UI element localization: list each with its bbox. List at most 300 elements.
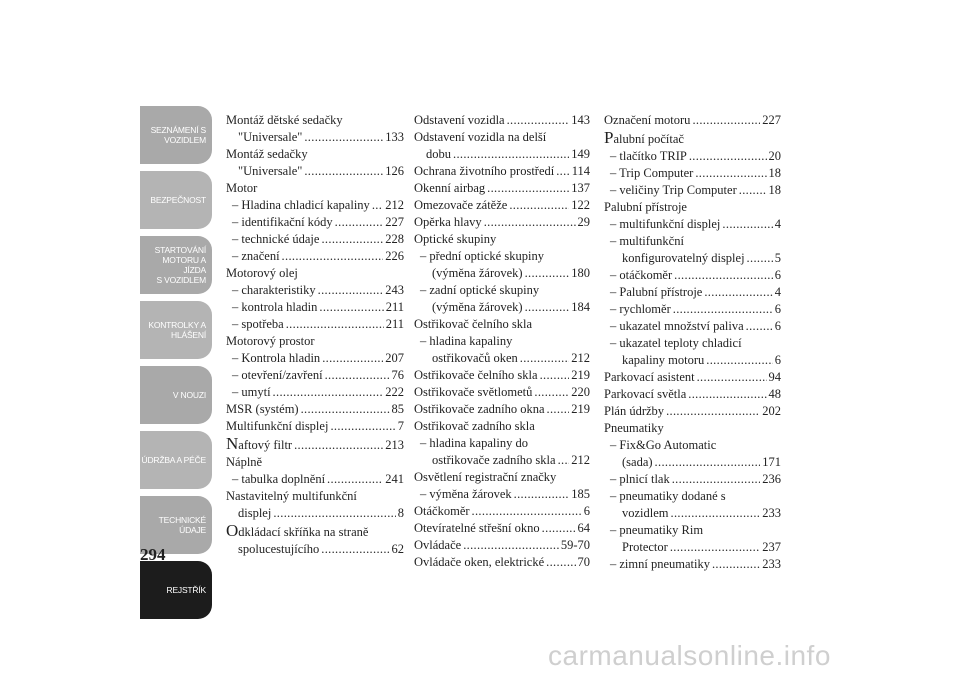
entry-label: – hladina kapaliny do — [420, 436, 528, 450]
entry-label: – zadní optické skupiny — [420, 283, 540, 297]
entry-label: "Universale" — [238, 164, 303, 178]
letter-initial: P — [604, 128, 614, 147]
entry-label: Motorový olej — [226, 266, 298, 280]
entry-label: – pneumatiky Rim — [610, 523, 704, 537]
index-entry — [226, 350, 404, 367]
entry-label: – ukazatel množství paliva — [610, 319, 744, 333]
index-entry — [414, 367, 590, 384]
leader-dots — [273, 505, 395, 522]
leader-dots — [546, 554, 575, 571]
page-ref: 70 — [577, 555, 590, 569]
index-entry — [604, 369, 781, 386]
entry-label: dkládací skříňka na straně — [238, 525, 369, 539]
index-entry — [414, 418, 590, 435]
entry-label: Montáž sedačky — [226, 147, 308, 161]
entry-text — [610, 488, 726, 505]
entry-text — [414, 520, 540, 537]
entry-label: displej — [238, 506, 272, 520]
section-tab[interactable] — [140, 106, 212, 164]
entry-label: Ostřikovač zadního skla — [414, 419, 535, 433]
entry-text — [232, 316, 284, 333]
index-column-1 — [226, 112, 404, 558]
page-ref: 233 — [762, 557, 781, 571]
page-ref: 211 — [385, 300, 404, 314]
entry-text — [622, 454, 653, 471]
entry-text — [226, 265, 298, 282]
entry-label: Okenní airbag — [414, 181, 486, 195]
entry-text — [232, 197, 370, 214]
leader-dots — [321, 231, 383, 248]
entry-text — [226, 488, 357, 505]
page-ref: 212 — [571, 453, 590, 467]
leader-dots — [556, 163, 569, 180]
entry-text — [432, 299, 523, 316]
page-ref: 48 — [768, 387, 781, 401]
index-entry — [226, 180, 404, 197]
section-tab[interactable] — [140, 561, 212, 619]
page-ref: 149 — [571, 147, 590, 161]
entry-text — [610, 182, 737, 199]
page-ref: 8 — [397, 506, 404, 520]
entry-label: – zimní pneumatiky — [610, 557, 710, 571]
index-entry — [604, 522, 781, 556]
index-entry — [604, 556, 781, 573]
entry-text — [232, 248, 280, 265]
page-ref: 227 — [762, 113, 781, 127]
entry-text — [604, 369, 695, 386]
page-ref: 6 — [774, 319, 781, 333]
section-tab-label: REJSTŘÍK — [166, 585, 206, 595]
leader-dots — [688, 386, 766, 403]
entry-label: Náplně — [226, 455, 263, 469]
leader-dots — [747, 250, 773, 267]
index-entry — [226, 197, 404, 214]
entry-text — [610, 301, 671, 318]
entry-text — [226, 418, 328, 435]
entry-label: – umytí — [232, 385, 271, 399]
leader-dots — [655, 454, 761, 471]
index-entry — [604, 284, 781, 301]
index-column-2 — [414, 112, 590, 571]
index-entry — [604, 471, 781, 488]
leader-dots — [484, 214, 576, 231]
entry-label: Ovládače oken, elektrické — [414, 555, 545, 569]
entry-text — [238, 505, 271, 522]
leader-dots — [509, 197, 569, 214]
index-entry — [226, 248, 404, 265]
index-entry — [414, 486, 590, 503]
index-entry — [226, 231, 404, 248]
entry-label: – charakteristiky — [232, 283, 316, 297]
entry-label: Parkovací asistent — [604, 370, 695, 384]
index-entry — [414, 112, 590, 129]
index-entry — [414, 384, 590, 401]
entry-text — [232, 214, 333, 231]
entry-label: Odstavení vozidla na delší — [414, 130, 547, 144]
section-tab-label: TECHNICKÉ ÚDAJE — [158, 515, 206, 535]
leader-dots — [273, 384, 384, 401]
entry-text — [226, 401, 299, 418]
page-ref: 29 — [577, 215, 590, 229]
entry-text — [414, 367, 538, 384]
index-entry — [604, 386, 781, 403]
entry-text — [414, 554, 544, 571]
entry-label: – Hladina chladicí kapaliny — [232, 198, 370, 212]
page-ref: 222 — [385, 385, 404, 399]
index-entry — [604, 420, 781, 437]
page-ref: 212 — [385, 198, 404, 212]
entry-text — [610, 148, 687, 165]
entry-text — [622, 505, 669, 522]
entry-label: MSR (systém) — [226, 402, 299, 416]
entry-label: Otáčkoměr — [414, 504, 470, 518]
entry-text — [610, 335, 742, 352]
index-entry — [226, 214, 404, 231]
entry-label: – výměna žárovek — [420, 487, 512, 501]
leader-dots — [704, 284, 772, 301]
entry-label: – značení — [232, 249, 280, 263]
entry-label: – kontrola hladin — [232, 300, 318, 314]
index-entry — [414, 554, 590, 571]
entry-text — [232, 231, 319, 248]
entry-text — [604, 199, 687, 216]
section-tab-label: STARTOVÁNÍ MOTORU A JÍZDA S VOZIDLEM — [154, 245, 206, 285]
page-ref: 133 — [385, 130, 404, 144]
leader-dots — [514, 486, 570, 503]
entry-label: Nastavitelný multifunkční — [226, 489, 357, 503]
entry-label: – Trip Computer — [610, 166, 694, 180]
entry-text — [610, 267, 672, 284]
entry-label: – přední optické skupiny — [420, 249, 544, 263]
entry-text — [610, 165, 693, 182]
entry-text — [238, 163, 302, 180]
entry-label: (sada) — [622, 455, 653, 469]
leader-dots — [712, 556, 760, 573]
entry-label: Palubní přístroje — [604, 200, 687, 214]
watermark: carmanualsonline.info — [548, 640, 831, 671]
page-ref: 184 — [571, 300, 590, 314]
entry-label: – pneumatiky dodané s — [610, 489, 726, 503]
entry-label: – otáčkoměr — [610, 268, 673, 282]
entry-text — [420, 435, 528, 452]
entry-label: Opěrka hlavy — [414, 215, 482, 229]
entry-text — [414, 180, 485, 197]
entry-label: Otevíratelné střešní okno — [414, 521, 540, 535]
leader-dots — [330, 418, 395, 435]
entry-text — [420, 333, 512, 350]
index-entry — [604, 182, 781, 199]
section-tab[interactable] — [140, 301, 212, 359]
leader-dots — [689, 148, 767, 165]
index-entry — [604, 233, 781, 267]
leader-dots — [325, 367, 390, 384]
section-tab[interactable] — [140, 366, 212, 424]
entry-text — [610, 233, 684, 250]
page-ref: 4 — [774, 285, 781, 299]
leader-dots — [540, 367, 570, 384]
entry-label: spolucestujícího — [238, 542, 320, 556]
entry-label: – technické údaje — [232, 232, 320, 246]
page-ref: 64 — [577, 521, 590, 535]
page-ref: 207 — [385, 351, 404, 365]
index-entry — [226, 522, 404, 558]
page-ref: 243 — [385, 283, 404, 297]
entry-text — [420, 248, 544, 265]
leader-dots — [672, 471, 761, 488]
leader-dots — [542, 520, 576, 537]
index-entry — [604, 488, 781, 522]
entry-text — [432, 265, 523, 282]
index-entry — [604, 165, 781, 182]
leader-dots — [534, 384, 569, 401]
entry-label: – hladina kapaliny — [420, 334, 513, 348]
entry-label: Parkovací světla — [604, 387, 687, 401]
entry-text — [414, 384, 532, 401]
entry-text — [232, 299, 317, 316]
index-entry — [414, 401, 590, 418]
entry-text — [414, 401, 545, 418]
leader-dots — [301, 401, 390, 418]
leader-dots — [463, 537, 559, 554]
page-ref: 241 — [385, 472, 404, 486]
index-entry — [414, 282, 590, 316]
entry-label: – Palubní přístroje — [610, 285, 703, 299]
entry-label: Plán údržby — [604, 404, 665, 418]
entry-text — [414, 129, 546, 146]
entry-label: Omezovače zátěže — [414, 198, 508, 212]
entry-text — [610, 471, 670, 488]
entry-text — [238, 541, 319, 558]
entry-label: Označení motoru — [604, 113, 691, 127]
page-ref: 180 — [571, 266, 590, 280]
entry-label: – spotřeba — [232, 317, 284, 331]
leader-dots — [294, 437, 383, 454]
entry-label: vozidlem — [622, 506, 669, 520]
index-entry — [226, 112, 404, 146]
entry-text — [226, 112, 343, 129]
entry-label: (výměna žárovek) — [432, 266, 523, 280]
page-ref: 6 — [774, 353, 781, 367]
entry-text — [414, 316, 532, 333]
entry-label: ostřikovače zadního skla — [432, 453, 556, 467]
page-ref: 233 — [762, 506, 781, 520]
entry-text — [604, 403, 664, 420]
entry-text — [610, 216, 720, 233]
page-ref: 143 — [571, 113, 590, 127]
page-ref: 7 — [397, 419, 404, 433]
leader-dots — [507, 112, 570, 129]
index-entry — [414, 129, 590, 163]
page-ref: 94 — [768, 370, 781, 384]
entry-text — [232, 350, 320, 367]
page-ref: 171 — [762, 455, 781, 469]
entry-text — [610, 522, 703, 539]
index-entry — [604, 199, 781, 216]
entry-text — [420, 282, 539, 299]
page-ref: 219 — [571, 402, 590, 416]
leader-dots — [547, 401, 570, 418]
page-ref: 227 — [385, 215, 404, 229]
index-entry — [604, 335, 781, 369]
entry-text — [432, 452, 556, 469]
entry-text — [414, 163, 554, 180]
entry-text — [226, 146, 308, 163]
entry-text — [414, 231, 496, 248]
entry-label: Motor — [226, 181, 258, 195]
index-entry — [226, 146, 404, 180]
leader-dots — [327, 471, 383, 488]
entry-label: Ostřikovače světlometů — [414, 385, 533, 399]
page-ref: 122 — [571, 198, 590, 212]
entry-text — [414, 197, 507, 214]
section-tab-label: V NOUZI — [172, 390, 206, 400]
entry-text — [610, 284, 702, 301]
entry-text — [414, 418, 535, 435]
leader-dots — [692, 112, 760, 129]
entry-text — [414, 537, 461, 554]
entry-text — [604, 420, 664, 437]
leader-dots — [453, 146, 569, 163]
index-entry — [226, 488, 404, 522]
index-entry — [414, 197, 590, 214]
leader-dots — [304, 129, 383, 146]
index-entry — [226, 265, 404, 282]
entry-label: – tabulka doplnění — [232, 472, 326, 486]
page-ref: 114 — [571, 164, 590, 178]
page-ref: 213 — [385, 438, 404, 452]
entry-label: Ostřikovače čelního skla — [414, 368, 538, 382]
index-entry — [414, 520, 590, 537]
entry-label: Protector — [622, 540, 668, 554]
index-entry — [414, 435, 590, 469]
entry-label: – plnicí tlak — [610, 472, 670, 486]
page-ref: 185 — [571, 487, 590, 501]
section-tab[interactable] — [140, 171, 212, 229]
leader-dots — [739, 182, 767, 199]
index-entry — [604, 112, 781, 129]
index-entry — [226, 299, 404, 316]
page-ref: 202 — [762, 404, 781, 418]
entry-text — [226, 435, 292, 454]
entry-label: ostřikovačů oken — [432, 351, 518, 365]
entry-text — [226, 522, 368, 541]
entry-text — [226, 333, 315, 350]
page-ref: 4 — [774, 217, 781, 231]
section-tab[interactable] — [140, 431, 212, 489]
entry-text — [622, 352, 704, 369]
index-entry — [414, 333, 590, 367]
index-entry — [414, 214, 590, 231]
entry-label: kapaliny motoru — [622, 353, 705, 367]
entry-label: "Universale" — [238, 130, 303, 144]
entry-label: – Fix&Go Automatic — [610, 438, 717, 452]
section-tab-label: ÚDRŽBA A PÉČE — [141, 455, 206, 465]
index-entry — [604, 403, 781, 420]
leader-dots — [304, 163, 383, 180]
page-ref: 18 — [768, 166, 781, 180]
index-entry — [226, 418, 404, 435]
page-ref: 62 — [391, 542, 404, 556]
entry-label: – otevření/zavření — [232, 368, 323, 382]
entry-text — [420, 486, 512, 503]
entry-label: Ostřikovače zadního okna — [414, 402, 545, 416]
page-ref: 237 — [762, 540, 781, 554]
page-ref: 211 — [385, 317, 404, 331]
index-entry — [414, 537, 590, 554]
leader-dots — [697, 369, 767, 386]
leader-dots — [746, 318, 773, 335]
entry-label: – multifunkční — [610, 234, 684, 248]
index-entry — [604, 129, 781, 148]
entry-label: Ovládače — [414, 538, 462, 552]
entry-label: – veličiny Trip Computer — [610, 183, 737, 197]
page-ref: 6 — [774, 268, 781, 282]
index-entry — [226, 401, 404, 418]
leader-dots — [525, 265, 570, 282]
entry-label: – identifikační kódy — [232, 215, 333, 229]
index-entry — [226, 435, 404, 454]
section-tab-label: SEZNÁMENÍ S VOZIDLEM — [150, 125, 206, 145]
index-entry — [226, 367, 404, 384]
index-entry — [414, 316, 590, 333]
page-ref: 76 — [391, 368, 404, 382]
page-ref: 220 — [571, 385, 590, 399]
section-tab-label: BEZPEČNOST — [150, 195, 206, 205]
index-entry — [226, 316, 404, 333]
index-entry — [414, 248, 590, 282]
leader-dots — [319, 299, 383, 316]
page-ref: 212 — [571, 351, 590, 365]
leader-dots — [674, 267, 773, 284]
entry-label: aftový filtr — [238, 438, 293, 452]
page-ref: 126 — [385, 164, 404, 178]
index-entry — [604, 267, 781, 284]
index-entry — [226, 333, 404, 350]
index-entry — [226, 454, 404, 471]
leader-dots — [722, 216, 772, 233]
section-tab[interactable] — [140, 236, 212, 294]
index-column-3 — [604, 112, 781, 573]
entry-text — [232, 471, 325, 488]
leader-dots — [525, 299, 570, 316]
entry-label: Optické skupiny — [414, 232, 497, 246]
page-ref: 228 — [385, 232, 404, 246]
index-entry — [604, 437, 781, 471]
leader-dots — [558, 452, 570, 469]
page-ref: 226 — [385, 249, 404, 263]
entry-label: dobu — [426, 147, 451, 161]
entry-label: – multifunkční displej — [610, 217, 721, 231]
page-number: 294 — [140, 545, 166, 564]
entry-text — [414, 214, 482, 231]
index-entry — [604, 148, 781, 165]
entry-text — [232, 367, 323, 384]
entry-text — [226, 454, 262, 471]
entry-label: Ostřikovač čelního skla — [414, 317, 533, 331]
leader-dots — [335, 214, 384, 231]
leader-dots — [670, 539, 760, 556]
entry-text — [226, 180, 257, 197]
leader-dots — [706, 352, 772, 369]
leader-dots — [520, 350, 570, 367]
entry-text — [610, 556, 710, 573]
entry-text — [426, 146, 451, 163]
entry-text — [610, 318, 744, 335]
page-ref: 85 — [391, 402, 404, 416]
index-entry — [414, 469, 590, 486]
page-ref: 18 — [768, 183, 781, 197]
index-entry — [226, 471, 404, 488]
